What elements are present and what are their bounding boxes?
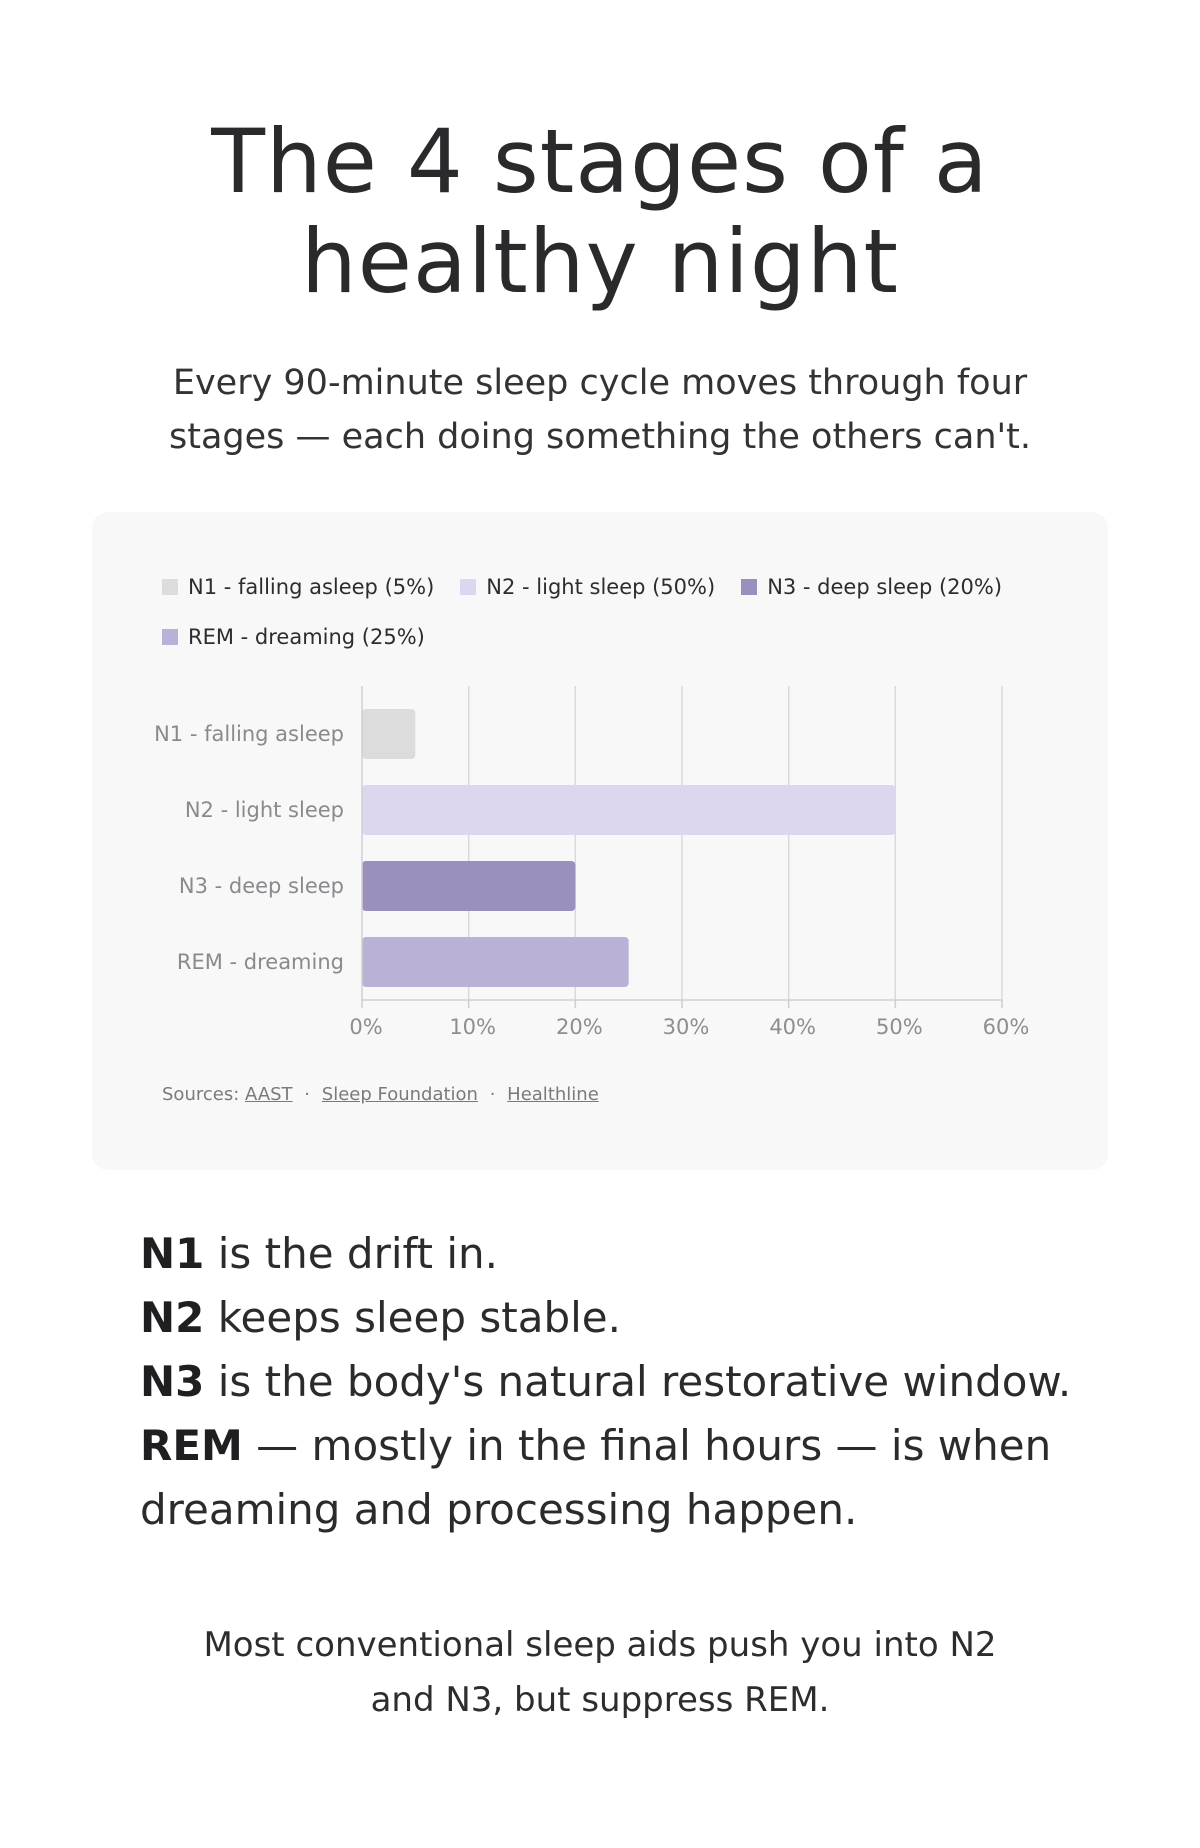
stage-text: is the drift in. (204, 1229, 499, 1278)
source-link-sleep-foundation[interactable]: Sleep Foundation (321, 1084, 478, 1105)
source-link-healthline[interactable]: Healthline (507, 1084, 599, 1105)
legend-label: N2 - light sleep (50%) (486, 575, 716, 599)
category-label: N2 - light sleep (184, 798, 344, 822)
page-subtitle (130, 356, 1070, 464)
page-title-line-2: healthy night (301, 210, 899, 313)
x-tick-label: 20% (555, 1015, 603, 1039)
stage-text: keeps sleep stable. (204, 1293, 621, 1342)
chart-card (92, 512, 1108, 1170)
sources-line (162, 1084, 599, 1105)
stage-name: N2 (140, 1293, 205, 1342)
stage-description-n1 (140, 1222, 1080, 1286)
stage-name: REM (140, 1421, 243, 1470)
bar (362, 861, 575, 911)
bar (362, 709, 415, 759)
legend-label: N3 - deep sleep (20%) (767, 575, 1003, 599)
stage-text: is the body's natural restorative window. (204, 1357, 1072, 1406)
closing-line-1: Most conventional sleep aids push you into N2 (203, 1625, 997, 1665)
stage-descriptions (140, 1222, 1080, 1542)
sources-separator: · (304, 1084, 311, 1105)
category-label: N1 - falling asleep (154, 722, 344, 746)
x-tick-label: 60% (982, 1015, 1030, 1039)
x-tick-label: 50% (875, 1015, 923, 1039)
bar (362, 785, 895, 835)
stage-description-rem (140, 1414, 1080, 1542)
x-tick-label: 10% (449, 1015, 497, 1039)
legend-label: REM - dreaming (25%) (188, 625, 425, 649)
sources-prefix: Sources: (162, 1084, 240, 1105)
x-tick-label: 30% (662, 1015, 710, 1039)
stage-description-n3 (140, 1350, 1080, 1414)
page-subtitle-line-1: Every 90-minute sleep cycle moves through four (172, 363, 1028, 403)
category-label: N3 - deep sleep (178, 874, 344, 898)
stage-name: N3 (140, 1357, 205, 1406)
x-tick-label: 0% (349, 1015, 383, 1039)
stage-name: N1 (140, 1229, 205, 1278)
sources-separator: · (489, 1084, 496, 1105)
page-title-line-1: The 4 stages of a (211, 110, 989, 213)
page-title (0, 112, 1200, 312)
legend-label: N1 - falling asleep (5%) (188, 575, 435, 599)
source-link-aast[interactable]: AAST (245, 1084, 293, 1105)
bar (362, 937, 629, 987)
page-subtitle-line-2: stages — each doing something the others can't. (169, 417, 1031, 457)
stage-description-n2 (140, 1286, 1080, 1350)
bar-chart (92, 512, 1108, 1072)
closing-statement (150, 1618, 1050, 1728)
x-tick-label: 40% (769, 1015, 817, 1039)
category-label: REM - dreaming (176, 950, 344, 974)
stage-text: — mostly in the final hours — is when dreaming and processing happen. (140, 1421, 1052, 1534)
closing-line-2: and N3, but suppress REM. (370, 1680, 830, 1720)
